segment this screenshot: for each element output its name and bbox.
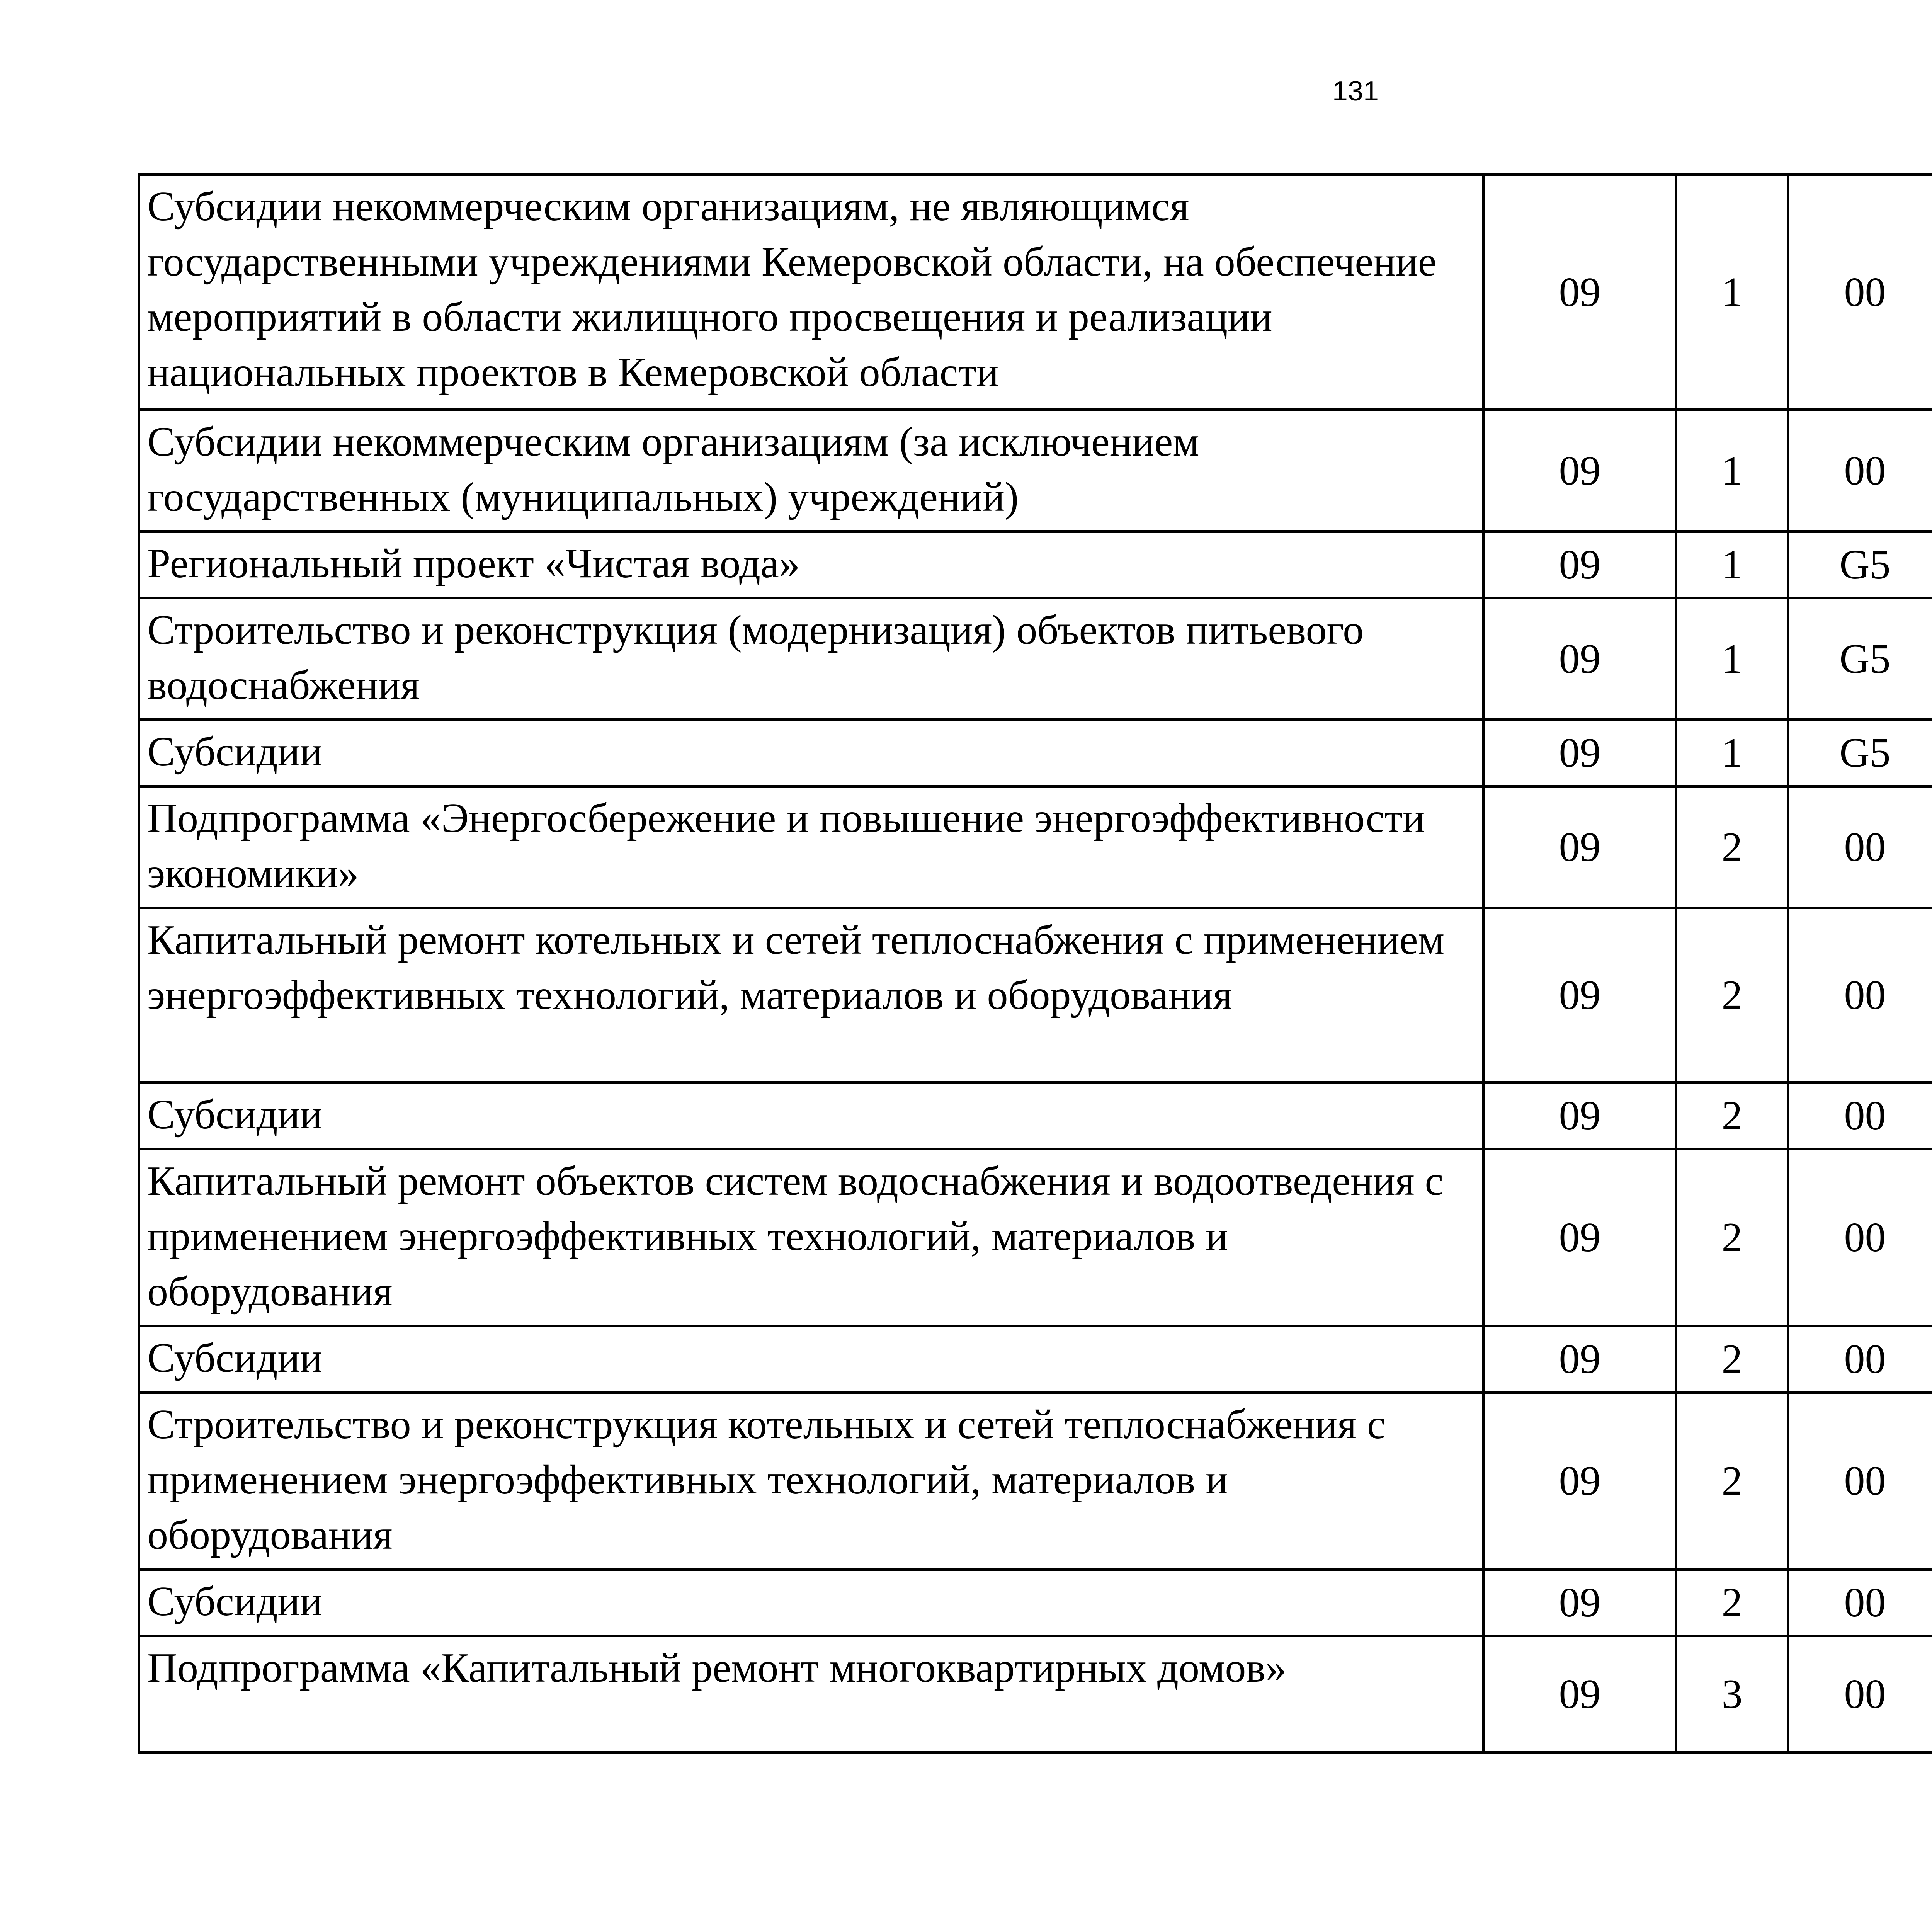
table-row bbox=[139, 175, 1932, 410]
row-subprogram: G5 bbox=[1788, 598, 1932, 720]
row-name: Подпрограмма «Энергосбережение и повышение энергоэффективности экономики» bbox=[139, 786, 1484, 908]
row-subprogram: G5 bbox=[1788, 532, 1932, 598]
row-program: 2 bbox=[1676, 786, 1788, 908]
row-subprogram: 00 bbox=[1788, 1636, 1932, 1753]
row-section: 09 bbox=[1484, 908, 1676, 1083]
row-subprogram: 00 bbox=[1788, 908, 1932, 1083]
table-row bbox=[139, 1393, 1932, 1570]
row-program: 1 bbox=[1676, 598, 1788, 720]
row-subprogram: 00 bbox=[1788, 786, 1932, 908]
row-section: 09 bbox=[1484, 410, 1676, 532]
row-name: Строительство и реконструкция котельных и сетей теплоснабжения с применением энергоэффективных технологий, материалов и оборудования bbox=[139, 1393, 1484, 1570]
budget-table bbox=[138, 173, 1932, 1754]
row-name: Субсидии bbox=[139, 1326, 1484, 1393]
table-row bbox=[139, 532, 1932, 598]
row-name: Субсидии bbox=[139, 1083, 1484, 1149]
row-subprogram: 00 bbox=[1788, 175, 1932, 410]
table-row bbox=[139, 1326, 1932, 1393]
row-subprogram: 00 bbox=[1788, 1083, 1932, 1149]
table-row bbox=[139, 1083, 1932, 1149]
table-row bbox=[139, 720, 1932, 786]
row-section: 09 bbox=[1484, 1570, 1676, 1636]
row-program: 1 bbox=[1676, 532, 1788, 598]
row-program: 2 bbox=[1676, 1083, 1788, 1149]
row-program: 2 bbox=[1676, 1149, 1788, 1326]
table-row bbox=[139, 908, 1932, 1083]
page-number: 131 bbox=[1332, 76, 1379, 107]
row-program: 2 bbox=[1676, 1326, 1788, 1393]
row-subprogram: 00 bbox=[1788, 1149, 1932, 1326]
table-row bbox=[139, 1149, 1932, 1326]
table-row bbox=[139, 410, 1932, 532]
table-row bbox=[139, 786, 1932, 908]
row-subprogram: 00 bbox=[1788, 1393, 1932, 1570]
row-section: 09 bbox=[1484, 1636, 1676, 1753]
row-subprogram: 00 bbox=[1788, 410, 1932, 532]
row-section: 09 bbox=[1484, 1326, 1676, 1393]
row-subprogram: 00 bbox=[1788, 1326, 1932, 1393]
row-name: Региональный проект «Чистая вода» bbox=[139, 532, 1484, 598]
row-program: 1 bbox=[1676, 175, 1788, 410]
row-section: 09 bbox=[1484, 598, 1676, 720]
row-section: 09 bbox=[1484, 786, 1676, 908]
row-program: 1 bbox=[1676, 720, 1788, 786]
row-section: 09 bbox=[1484, 175, 1676, 410]
table-row bbox=[139, 1636, 1932, 1753]
row-name: Подпрограмма «Капитальный ремонт многоквартирных домов» bbox=[139, 1636, 1484, 1753]
row-program: 1 bbox=[1676, 410, 1788, 532]
row-name: Субсидии некоммерческим организациям (за исключением государственных (муниципальных) учреждений) bbox=[139, 410, 1484, 532]
row-section: 09 bbox=[1484, 532, 1676, 598]
row-program: 2 bbox=[1676, 1393, 1788, 1570]
row-program: 2 bbox=[1676, 908, 1788, 1083]
row-subprogram: 00 bbox=[1788, 1570, 1932, 1636]
row-section: 09 bbox=[1484, 1393, 1676, 1570]
row-name: Субсидии некоммерческим организациям, не являющимся государственными учреждениями Кемеровской области, на обеспечение мероприятий в области жилищного просвещения и реализации национальных проектов в Кемеровской области bbox=[139, 175, 1484, 410]
row-program: 2 bbox=[1676, 1570, 1788, 1636]
row-subprogram: G5 bbox=[1788, 720, 1932, 786]
row-name: Субсидии bbox=[139, 1570, 1484, 1636]
row-name: Субсидии bbox=[139, 720, 1484, 786]
row-name: Капитальный ремонт котельных и сетей теплоснабжения с применением энергоэффективных технологий, материалов и оборудования bbox=[139, 908, 1484, 1083]
table-row bbox=[139, 1570, 1932, 1636]
row-program: 3 bbox=[1676, 1636, 1788, 1753]
row-section: 09 bbox=[1484, 1149, 1676, 1326]
row-name: Капитальный ремонт объектов систем водоснабжения и водоотведения с применением энергоэффективных технологий, материалов и оборудования bbox=[139, 1149, 1484, 1326]
table-row bbox=[139, 598, 1932, 720]
row-name: Строительство и реконструкция (модернизация) объектов питьевого водоснабжения bbox=[139, 598, 1484, 720]
row-section: 09 bbox=[1484, 720, 1676, 786]
row-section: 09 bbox=[1484, 1083, 1676, 1149]
